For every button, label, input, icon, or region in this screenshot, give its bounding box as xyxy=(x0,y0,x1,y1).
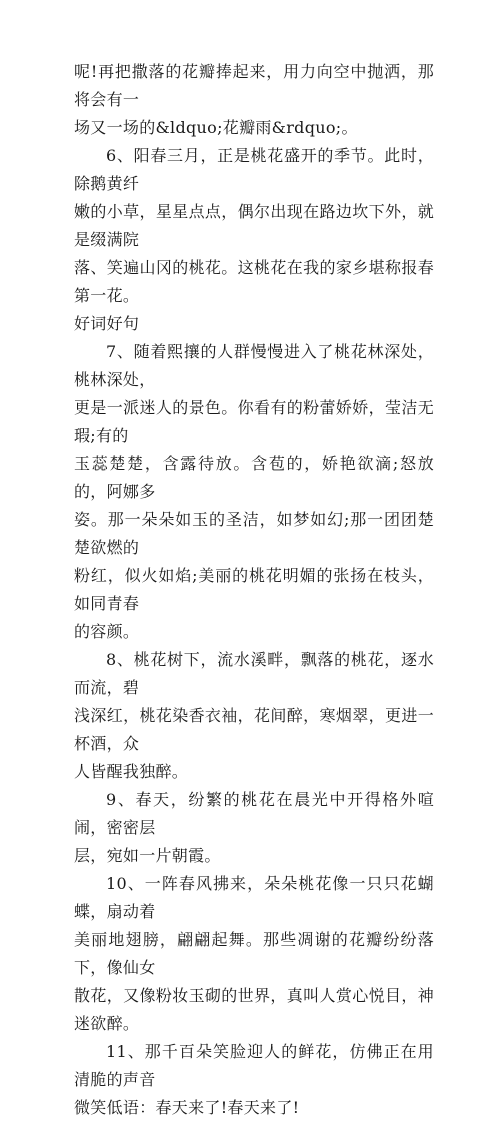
text-line: 玉蕊楚楚，含露待放。含苞的，娇艳欲滴;怒放的，阿娜多 xyxy=(74,454,434,501)
text-line: 9、春天，纷繁的桃花在晨光中开得格外喧闹，密密层 xyxy=(74,790,434,837)
text-line: 美丽地翅膀，翩翩起舞。那些凋谢的花瓣纷纷落下，像仙女 xyxy=(74,930,434,977)
text-line: 呢!再把撒落的花瓣捧起来，用力向空中抛洒，那将会有一 xyxy=(74,62,434,109)
text-line: 落、笑遍山冈的桃花。这桃花在我的家乡堪称报春第一花。 xyxy=(74,258,434,305)
paragraph-item-10 xyxy=(74,870,434,1038)
text-line: 7、随着熙攘的人群慢慢进入了桃花林深处，桃林深处， xyxy=(74,342,434,389)
paragraph-continuation xyxy=(74,58,434,142)
text-line: 更是一派迷人的景色。你看有的粉蕾娇娇，莹洁无瑕;有的 xyxy=(74,398,434,445)
text-line: 嫩的小草，星星点点，偶尔出现在路边坎下外，就是缀满院 xyxy=(74,202,434,249)
text-line: 人皆醒我独醉。 xyxy=(74,762,189,781)
text-line: 11、那千百朵笑脸迎人的鲜花，仿佛正在用清脆的声音 xyxy=(74,1042,434,1089)
paragraph-item-6 xyxy=(74,142,434,338)
text-line: 散花，又像粉妆玉砌的世界，真叫人赏心悦目，神迷欲醉。 xyxy=(74,986,434,1033)
text-line: 6、阳春三月，正是桃花盛开的季节。此时，除鹅黄纤 xyxy=(74,146,434,193)
text-line: 微笑低语：春天来了!春天来了! xyxy=(74,1098,300,1117)
text-line: 层，宛如一片朝霞。 xyxy=(74,846,221,865)
paragraph-item-8 xyxy=(74,646,434,786)
text-line: 粉红，似火如焰;美丽的桃花明媚的张扬在枝头，如同青春 xyxy=(74,566,434,613)
paragraph-item-11 xyxy=(74,1038,434,1122)
text-line: 场又一场的&ldquo;花瓣雨&rdquo;。 xyxy=(74,118,358,137)
text-line: 姿。那一朵朵如玉的圣洁，如梦如幻;那一团团楚楚欲燃的 xyxy=(74,510,434,557)
text-line: 好词好句 xyxy=(74,314,140,333)
paragraph-item-9 xyxy=(74,786,434,870)
text-line: 浅深红，桃花染香衣袖，花间醉，寒烟翠，更进一杯酒，众 xyxy=(74,706,434,753)
paragraph-item-7 xyxy=(74,338,434,646)
text-line: 10、一阵春风拂来，朵朵桃花像一只只花蝴蝶，扇动着 xyxy=(74,874,434,921)
text-line: 8、桃花树下，流水溪畔，飘落的桃花，逐水而流，碧 xyxy=(74,650,434,697)
text-line: 的容颜。 xyxy=(74,622,140,641)
document-page xyxy=(74,58,434,1122)
